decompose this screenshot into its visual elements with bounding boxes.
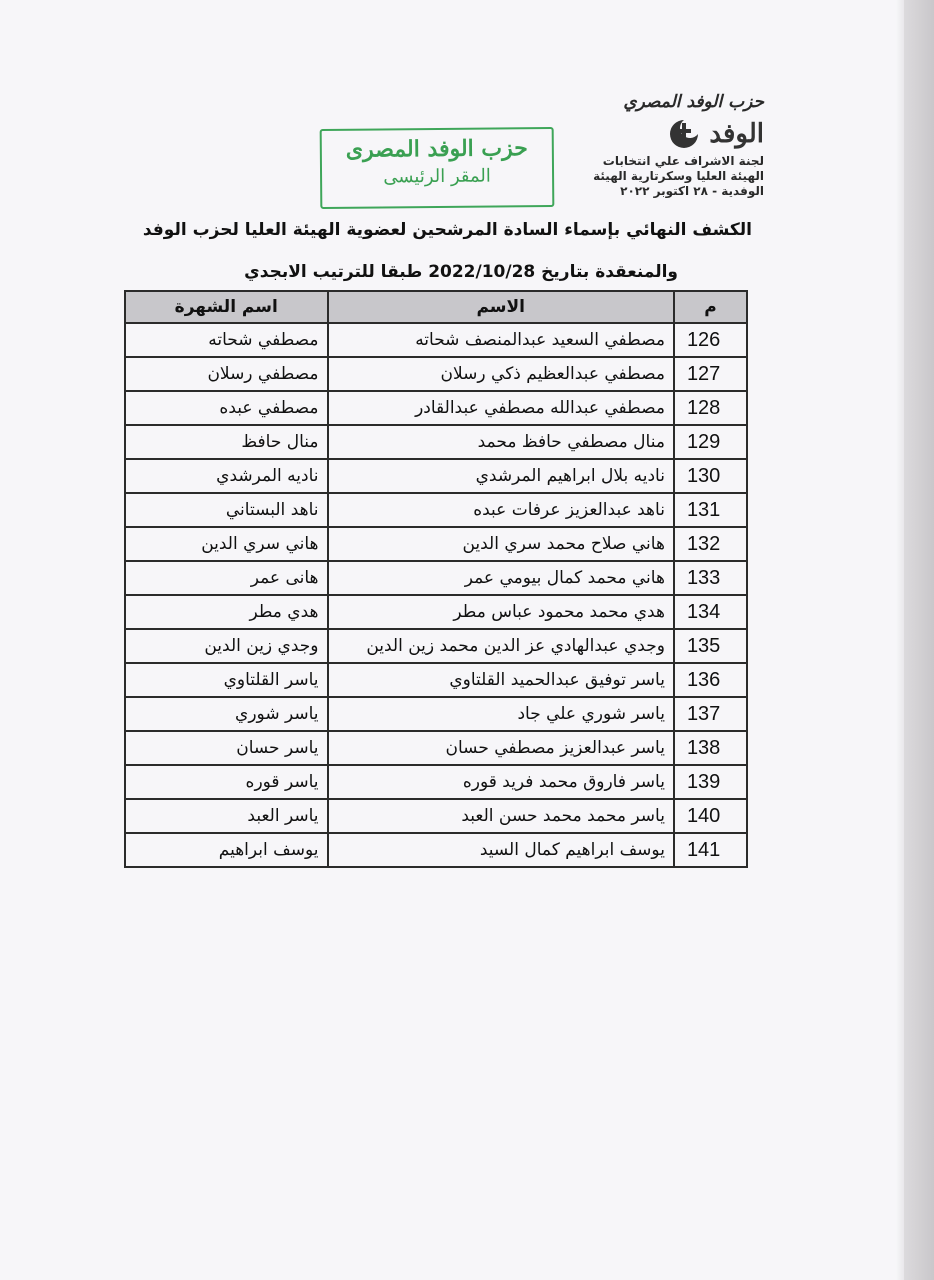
- cell-num: 129: [674, 425, 747, 459]
- cell-nickname: هانى عمر: [125, 561, 328, 595]
- cell-name: ياسر شوري علي جاد: [328, 697, 674, 731]
- table-row: [125, 425, 747, 459]
- table-row: [125, 629, 747, 663]
- candidates-table: [124, 290, 748, 868]
- cell-nickname: ياسر العبد: [125, 799, 328, 833]
- table-row: [125, 731, 747, 765]
- letterhead-logo: [574, 114, 764, 154]
- letterhead-party-name: حزب الوفد المصري: [623, 92, 764, 112]
- cross-crescent-icon: [667, 117, 701, 151]
- table-row: [125, 799, 747, 833]
- table-row: [125, 459, 747, 493]
- cell-num: 131: [674, 493, 747, 527]
- table-row: [125, 833, 747, 867]
- green-stamp: [320, 127, 555, 209]
- cell-name: هدي محمد محمود عباس مطر: [328, 595, 674, 629]
- cell-nickname: ياسر قوره: [125, 765, 328, 799]
- cell-num: 138: [674, 731, 747, 765]
- cell-name: ياسر محمد محمد حسن العبد: [328, 799, 674, 833]
- table-row: [125, 663, 747, 697]
- table-row: [125, 697, 747, 731]
- table-row: [125, 357, 747, 391]
- cell-name: هاني صلاح محمد سري الدين: [328, 527, 674, 561]
- table-row: [125, 527, 747, 561]
- cell-num: 136: [674, 663, 747, 697]
- cell-nickname: ناديه المرشدي: [125, 459, 328, 493]
- cell-num: 135: [674, 629, 747, 663]
- cell-num: 140: [674, 799, 747, 833]
- letterhead-line-1: لجنة الاشراف علي انتخابات: [602, 154, 764, 168]
- cell-name: هاني محمد كمال بيومي عمر: [328, 561, 674, 595]
- cell-num: 133: [674, 561, 747, 595]
- cell-nickname: يوسف ابراهيم: [125, 833, 328, 867]
- cell-nickname: منال حافظ: [125, 425, 328, 459]
- table-row: [125, 391, 747, 425]
- table-row: [125, 561, 747, 595]
- document-title-line-1: الكشف النهائي بإسماء السادة المرشحين لعضوية الهيئة العليا لحزب الوفد: [142, 220, 752, 240]
- cell-name: ياسر فاروق محمد فريد قوره: [328, 765, 674, 799]
- letterhead-logo-text: الوفد: [709, 119, 764, 149]
- letterhead-line-3: الوفدية - ٢٨ اكتوبر ٢٠٢٢: [620, 184, 764, 198]
- cell-nickname: هدي مطر: [125, 595, 328, 629]
- cell-num: 141: [674, 833, 747, 867]
- cell-nickname: ياسر القلتاوي: [125, 663, 328, 697]
- table-row: [125, 323, 747, 357]
- cell-num: 134: [674, 595, 747, 629]
- cell-name: مصطفي السعيد عبدالمنصف شحاته: [328, 323, 674, 357]
- cell-num: 137: [674, 697, 747, 731]
- cell-name: وجدي عبدالهادي عز الدين محمد زين الدين: [328, 629, 674, 663]
- cell-name: ناديه بلال ابراهيم المرشدي: [328, 459, 674, 493]
- table-row: [125, 765, 747, 799]
- cell-nickname: مصطفي شحاته: [125, 323, 328, 357]
- letterhead-line-2: الهيئة العليا وسكرتارية الهيئة: [593, 169, 764, 183]
- page-crease: [896, 0, 904, 1280]
- table-row: [125, 493, 747, 527]
- cell-name: ياسر توفيق عبدالحميد القلتاوي: [328, 663, 674, 697]
- cell-nickname: مصطفي رسلان: [125, 357, 328, 391]
- cell-num: 128: [674, 391, 747, 425]
- cell-name: منال مصطفي حافظ محمد: [328, 425, 674, 459]
- cell-nickname: مصطفي عبده: [125, 391, 328, 425]
- cell-name: يوسف ابراهيم كمال السيد: [328, 833, 674, 867]
- cell-nickname: ناهد البستاني: [125, 493, 328, 527]
- stamp-line-2: المقر الرئيسى: [383, 165, 491, 188]
- scanner-edge: [904, 0, 934, 1280]
- cell-name: مصطفي عبدالعظيم ذكي رسلان: [328, 357, 674, 391]
- table-row: [125, 595, 747, 629]
- header-nickname: اسم الشهرة: [125, 291, 328, 323]
- cell-nickname: وجدي زين الدين: [125, 629, 328, 663]
- cell-num: 126: [674, 323, 747, 357]
- cell-num: 139: [674, 765, 747, 799]
- cell-name: ناهد عبدالعزيز عرفات عبده: [328, 493, 674, 527]
- header-name: الاسم: [328, 291, 674, 323]
- cell-nickname: ياسر حسان: [125, 731, 328, 765]
- stamp-line-1: حزب الوفد المصرى: [345, 135, 528, 163]
- cell-num: 132: [674, 527, 747, 561]
- table-header-row: [125, 291, 747, 323]
- cell-nickname: ياسر شوري: [125, 697, 328, 731]
- cell-num: 127: [674, 357, 747, 391]
- header-num: م: [674, 291, 747, 323]
- cell-num: 130: [674, 459, 747, 493]
- cell-name: ياسر عبدالعزيز مصطفي حسان: [328, 731, 674, 765]
- document-title-line-2: والمنعقدة بتاريخ 2022/10/28 طبقا للترتيب الابجدي: [244, 262, 678, 282]
- table-body: [125, 323, 747, 867]
- cell-nickname: هاني سري الدين: [125, 527, 328, 561]
- letterhead: [574, 92, 764, 199]
- cell-name: مصطفي عبدالله مصطفي عبدالقادر: [328, 391, 674, 425]
